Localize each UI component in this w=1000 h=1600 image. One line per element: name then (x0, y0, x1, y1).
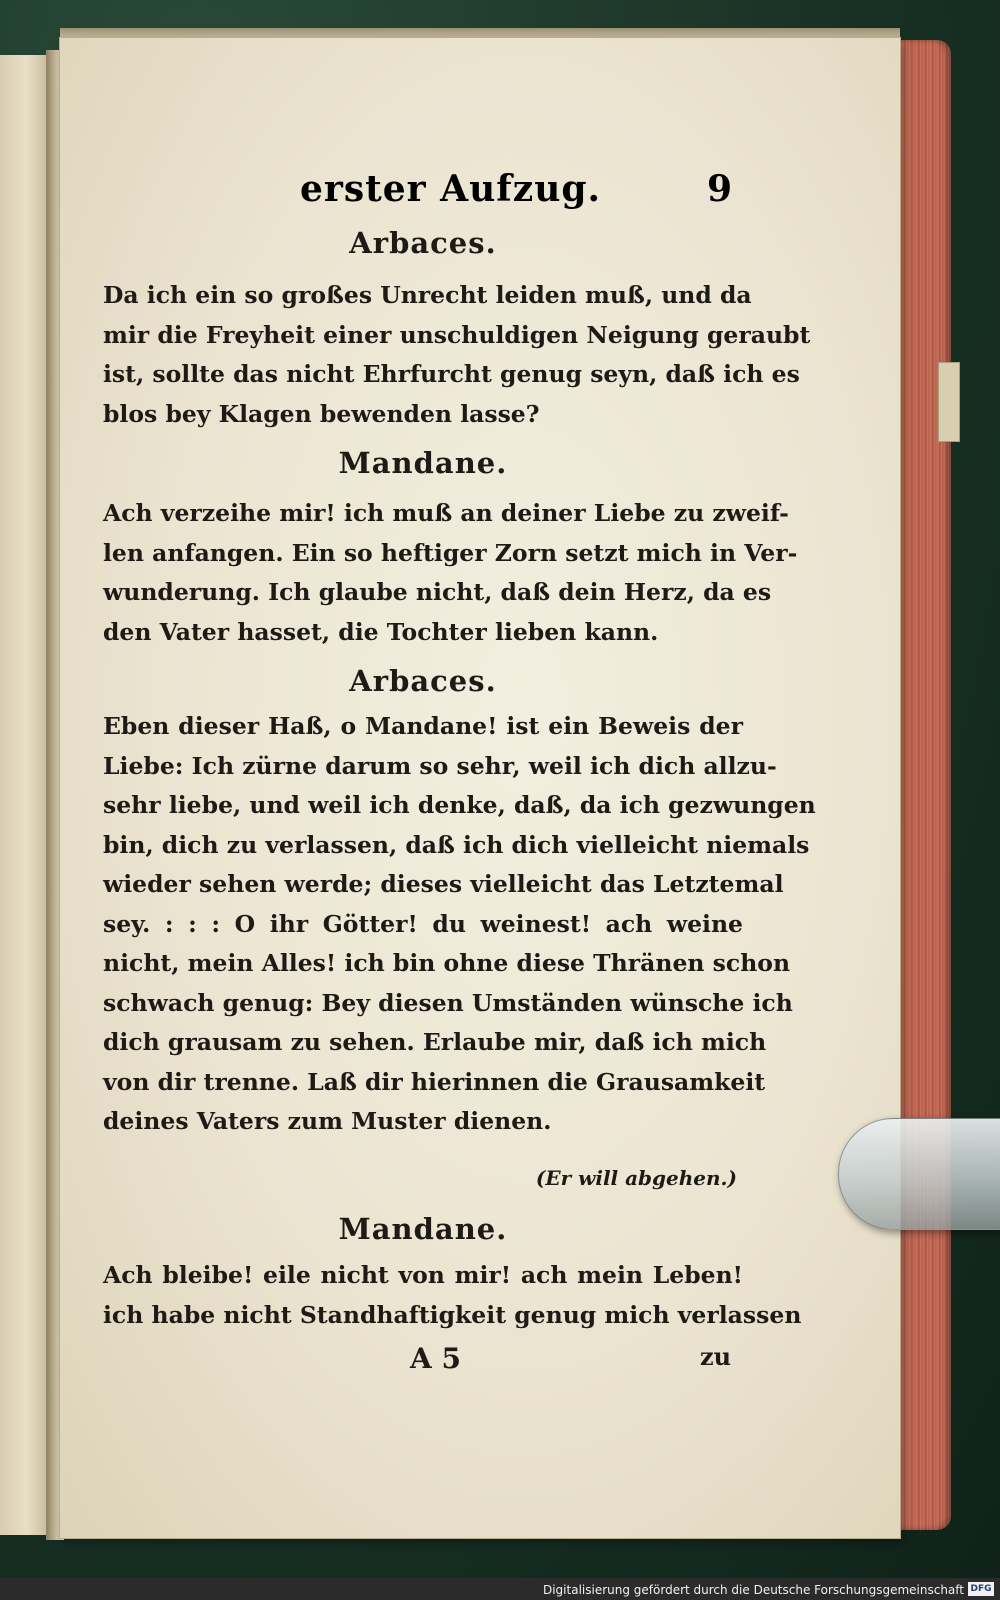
text-line: sey. : : : O ihr Götter! du weinest! ach weine (103, 909, 743, 938)
text-line: von dir trenne. Laß dir hierinnen die Grausamkeit (103, 1067, 766, 1096)
speaker-name: Arbaces. (349, 664, 497, 698)
text-line: ist, sollte das nicht Ehrfurcht genug seyn, daß ich es (103, 360, 800, 388)
dfg-logo: DFG (968, 1582, 994, 1596)
speaker-name: Mandane. (338, 1212, 508, 1246)
stage-direction: (Er will abgehen.) (535, 1166, 737, 1190)
text-line: wunderung. Ich glaube nicht, daß dein Herz, da es (103, 578, 772, 606)
speaker-name: Mandane. (338, 446, 508, 480)
text-line: blos bey Klagen bewenden lasse? (103, 399, 540, 428)
funding-credit: Digitalisierung gefördert durch die Deutsche Forschungsgemeinschaft (542, 1583, 964, 1597)
text-line: Da ich ein so großes Unrecht leiden muß, und da (103, 281, 752, 309)
text-line: bin, dich zu verlassen, daß ich dich vielleicht niemals (103, 830, 810, 859)
text-line: Eben dieser Haß, o Mandane! ist ein Beweis der (103, 712, 743, 740)
catchword: zu (700, 1342, 732, 1371)
fore-edge (893, 40, 951, 1530)
speech-paragraph (103, 494, 798, 652)
text-line: ich habe nicht Standhaftigkeit genug mich verlassen (103, 1300, 802, 1329)
text-line: schwach genug: Bey diesen Umständen wünsche ich (103, 988, 793, 1017)
speaker-name: Arbaces. (349, 226, 497, 260)
text-line: den Vater hasset, die Tochter lieben kann. (103, 617, 659, 646)
speech-paragraph (103, 707, 816, 1142)
signature-mark: A 5 (410, 1342, 461, 1375)
page-number: 9 (706, 168, 732, 210)
text-line: deines Vaters zum Muster dienen. (103, 1107, 552, 1135)
running-header (290, 168, 740, 218)
text-line: Ach bleibe! eile nicht von mir! ach mein Leben! (103, 1261, 743, 1289)
text-line: Ach verzeihe mir! ich muß an deiner Liebe zu zweif- (103, 499, 789, 527)
text-line: len anfangen. Ein so heftiger Zorn setzt mich in Ver- (103, 538, 798, 567)
facing-page-edge (0, 55, 50, 1535)
speech-paragraph (103, 1256, 802, 1335)
text-line: mir die Freyheit einer unschuldigen Neigung geraubt (103, 320, 811, 349)
running-title: erster Aufzug. (300, 168, 602, 210)
speech-paragraph (103, 276, 811, 434)
text-line: Liebe: Ich zürne darum so sehr, weil ich dich allzu- (103, 751, 777, 780)
text-line: sehr liebe, und weil ich denke, daß, da ich gezwungen (103, 791, 816, 819)
page-tab-marker (938, 362, 960, 442)
text-line: wieder sehen werde; dieses vielleicht das Letztemal (103, 870, 784, 898)
text-line: nicht, mein Alles! ich bin ohne diese Thränen schon (103, 949, 791, 977)
footer-bar (0, 1578, 1000, 1600)
page-clip (838, 1118, 1000, 1230)
text-line: dich grausam zu sehen. Erlaube mir, daß ich mich (103, 1028, 767, 1056)
